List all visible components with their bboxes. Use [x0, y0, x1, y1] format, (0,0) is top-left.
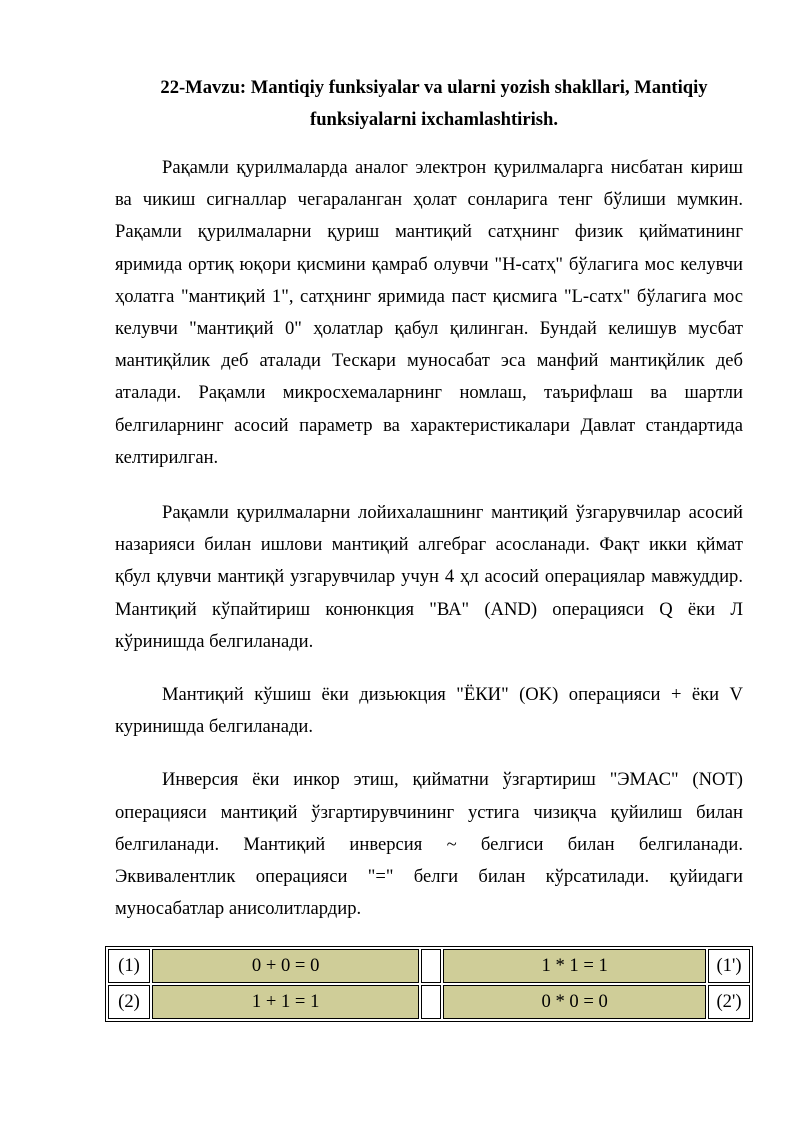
equation-cell: 0 + 0 = 0	[152, 949, 419, 983]
logic-identities-table	[105, 946, 753, 1022]
equation-number: (1')	[708, 949, 750, 983]
table-spacer	[421, 985, 441, 1019]
equation-cell: 1 * 1 = 1	[443, 949, 706, 983]
table-row	[108, 949, 750, 983]
paragraph-digital-devices: Рақамли қурилмаларда аналог электрон қурилмаларга нисбатан кириш ва чикиш сигналлар чегараланган ҳолат сонларига тенг бўлиши мумкин. Рақамли қурилмаларни қуриш мантиқий сатҳнинг физик қийматининг яримида ортиқ юқори қисмини қамраб олувчи "H-сатҳ" бўлагига мос келувчи ҳолатга "мантиқий 1", сатҳнинг яримида паст қисмига "L-сатх" бўлагига мос келувчи "мантиқий 0" ҳолатлар қабул қилинган. Бундай келишув мусбат мантиқйлик деб аталади Тескари муносабат эса манфий мантиқйлик деб аталади. Рақамли микросхемаларнинг номлаш, таърифлаш ва шартли белгиларнинг асосий параметр ва характеристикалари Давлат стандартида келтирилган.	[115, 157, 743, 468]
equation-number: (2)	[108, 985, 150, 1019]
equation-number: (1)	[108, 949, 150, 983]
paragraph-logic-algebra: Рақамли қурилмаларни лойихалашнинг мантиқий ўзгарувчилар асосий назарияси билан ишлови мантиқий алгебраг асосланади. Фақт икки қймат қбул қлувчи мантиқй узгарувчилар учун 4 ҳл асосий операциялар мавжуддир. Мантиқий кўпайтириш конюнкция "ВА" (AND) операцияси Q ёки Л кўринишда белгиланади.	[115, 502, 743, 652]
page-title: 22-Mavzu: Mantiqiy funksiyalar va ularni yozish shakllari, Mantiqiy funksiyalarni ixchamlashtirish.	[160, 77, 708, 130]
paragraph-inversion: Инверсия ёки инкор этиш, қийматни ўзгартириш "ЭМАС" (NOT) операцияси мантиқий ўзгартирувчининг устига чизиқча қуйилиш билан белгиланади. Мантиқий инверсия ~ белгиси билан белгиланади. Эквивалентлик операцияси "=" белги билан кўрсатилади. қуйидаги муносабатлар анисолитлардир.	[115, 769, 743, 920]
table-spacer	[421, 949, 441, 983]
equation-cell: 0 * 0 = 0	[443, 985, 706, 1019]
equation-cell: 1 + 1 = 1	[152, 985, 419, 1019]
table-row	[108, 985, 750, 1019]
equation-number: (2')	[708, 985, 750, 1019]
paragraph-disjunction: Мантиқий кўшиш ёки дизьюкция "ЁКИ" (OK) операцияси + ёки V куринишда белгиланади.	[115, 684, 743, 738]
